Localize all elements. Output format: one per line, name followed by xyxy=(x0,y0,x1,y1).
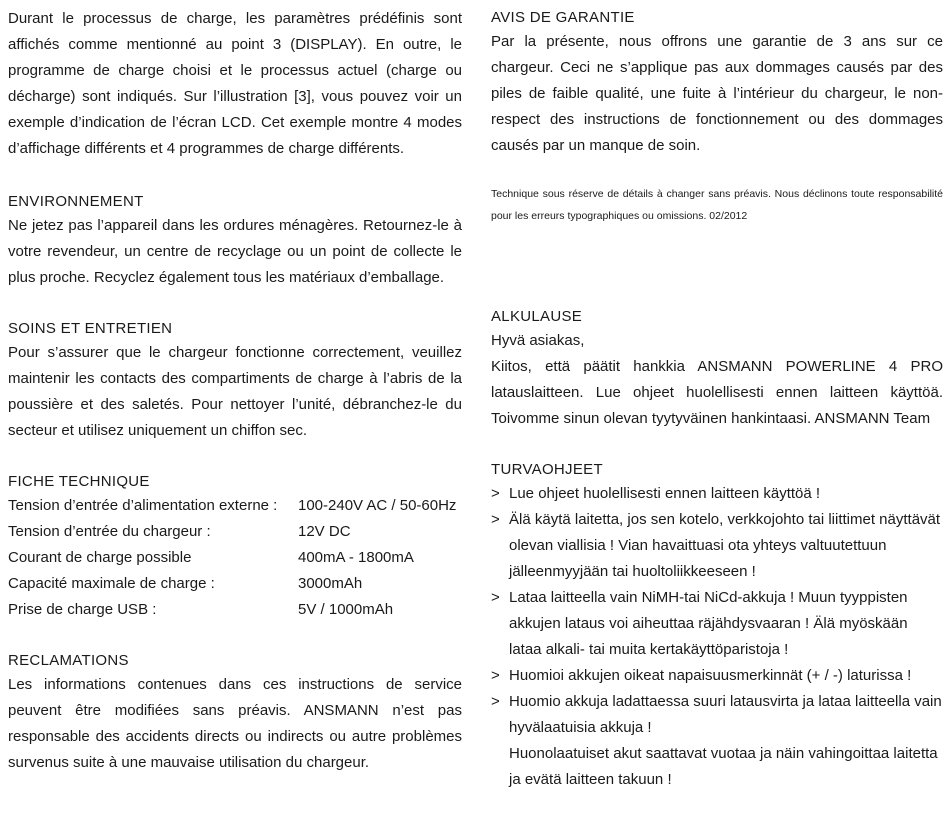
spec-value: 3000mAh xyxy=(298,575,363,592)
foreword-section xyxy=(491,305,943,432)
warranty-heading: AVIS DE GARANTIE xyxy=(491,9,635,26)
left-column xyxy=(8,6,462,776)
spec-value: 12V DC xyxy=(298,523,351,540)
specs-heading: FICHE TECHNIQUE xyxy=(8,473,150,490)
bullet-continuation: Huonolaatuiset akut saattavat vuotaa ja näin vahingoittaa laitetta ja evätä laitteen takuun ! xyxy=(509,745,938,788)
safety-section xyxy=(491,458,943,793)
environment-text: Ne jetez pas l’appareil dans les ordures ménagères. Retournez-le à votre revendeur, un centre de recyclage ou un point de collecte le plus proche. Recyclez également tous les matériaux d’emballage. xyxy=(8,217,462,286)
claims-section xyxy=(8,649,462,776)
spec-row xyxy=(8,493,462,519)
claims-heading: RECLAMATIONS xyxy=(8,652,129,669)
right-column xyxy=(491,6,943,793)
intro-paragraph: Durant le processus de charge, les paramètres prédéfinis sont affichés comme mentionné au point 3 (DISPLAY). En outre, le programme de charge choisi et le processus actuel (charge ou décharge) sont indiqués. Sur l’illustration [3], vous pouvez voir un exemple d’indication de l’écran LCD. Cet exemple montre 4 modes d’affichage différents et 4 programmes de charge différents. xyxy=(8,10,462,157)
list-item xyxy=(491,689,943,741)
environment-heading: ENVIRONNEMENT xyxy=(8,193,144,210)
spec-value: 100-240V AC / 50-60Hz xyxy=(298,497,457,514)
spec-label: Prise de charge USB : xyxy=(8,601,157,618)
bullet-text: Lataa laitteella vain NiMH-tai NiCd-akkuja ! Muun tyyppisten akkujen lataus voi aiheuttaa räjähdysvaaran ! Älä myöskään lataa alkali- tai muita kertakäyttöparistoja ! xyxy=(509,589,908,658)
bullet-mark: > xyxy=(491,589,500,606)
list-item xyxy=(491,507,943,585)
spec-label: Capacité maximale de charge : xyxy=(8,575,215,592)
safety-heading: TURVAOHJEET xyxy=(491,461,603,478)
bullet-text: Lue ohjeet huolellisesti ennen laitteen käyttöä ! xyxy=(509,485,821,502)
claims-text: Les informations contenues dans ces instructions de service peuvent être modifiées sans préavis. ANSMANN n’est pas responsable des accidents directs ou indirects ou autre problèmes survenus suite à une mauvaise utilisation du chargeur. xyxy=(8,676,462,771)
foreword-heading: ALKULAUSE xyxy=(491,308,583,325)
warranty-section xyxy=(491,6,943,159)
list-item xyxy=(491,481,943,507)
bullet-text: Huomioi akkujen oikeat napaisuusmerkinnät (+ / -) laturissa ! xyxy=(509,667,912,684)
foreword-text: Kiitos, että päätit hankkia ANSMANN POWERLINE 4 PRO latauslaitteen. Lue ohjeet huolellisesti ennen laitteen käyttöä. Toivomme sinun olevan tyytyväinen hankintaasi. ANSMANN Team xyxy=(491,358,943,427)
spec-value: 400mA - 1800mA xyxy=(298,549,414,566)
spec-row xyxy=(8,519,462,545)
foreword-greeting: Hyvä asiakas, xyxy=(491,332,585,349)
spec-label: Courant de charge possible xyxy=(8,549,192,566)
spec-row xyxy=(8,571,462,597)
list-item xyxy=(491,663,943,689)
bullet-mark: > xyxy=(491,667,500,684)
bullet-text: Huomio akkuja ladattaessa suuri latausvirta ja lataa laitteella vain hyvälaatuisia akkuja ! xyxy=(509,693,942,736)
environment-section xyxy=(8,190,462,291)
bullet-mark: > xyxy=(491,693,500,710)
list-item xyxy=(491,585,943,663)
spec-row xyxy=(8,597,462,623)
bullet-text: Älä käytä laitetta, jos sen kotelo, verkkojohto tai liittimet näyttävät olevan viallisia ! Vian havaittuasi ota yhteys valtuutettuun jälleenmyyjään tai huoltoliikkeeseen ! xyxy=(509,511,941,580)
care-text: Pour s’assurer que le chargeur fonctionne correctement, veuillez maintenir les contacts des compartiments de charge à l’abris de la poussière et des saletés. Pour nettoyer l’unité, débranchez-le du secteur et utilisez uniquement un chiffon sec. xyxy=(8,344,462,439)
care-section xyxy=(8,317,462,444)
spec-label: Tension d’entrée du chargeur : xyxy=(8,523,211,540)
care-heading: SOINS ET ENTRETIEN xyxy=(8,320,173,337)
warranty-text: Par la présente, nous offrons une garantie de 3 ans sur ce chargeur. Ceci ne s’applique pas aux dommages causés par des piles de faible qualité, une fuite à l’intérieur du chargeur, le non-respect des instructions de fonctionnement ou des dommages causés par un manque de soin. xyxy=(491,33,943,154)
spec-row xyxy=(8,545,462,571)
spec-value: 5V / 1000mAh xyxy=(298,601,394,618)
spec-label: Tension d’entrée d’alimentation externe : xyxy=(8,497,278,514)
bullet-mark: > xyxy=(491,485,500,502)
bullet-mark: > xyxy=(491,511,500,528)
specs-section xyxy=(8,470,462,623)
disclaimer-text: Technique sous réserve de détails à changer sans préavis. Nous déclinons toute responsabilité pour les erreurs typographiques ou omissions. 02/2012 xyxy=(491,188,943,222)
